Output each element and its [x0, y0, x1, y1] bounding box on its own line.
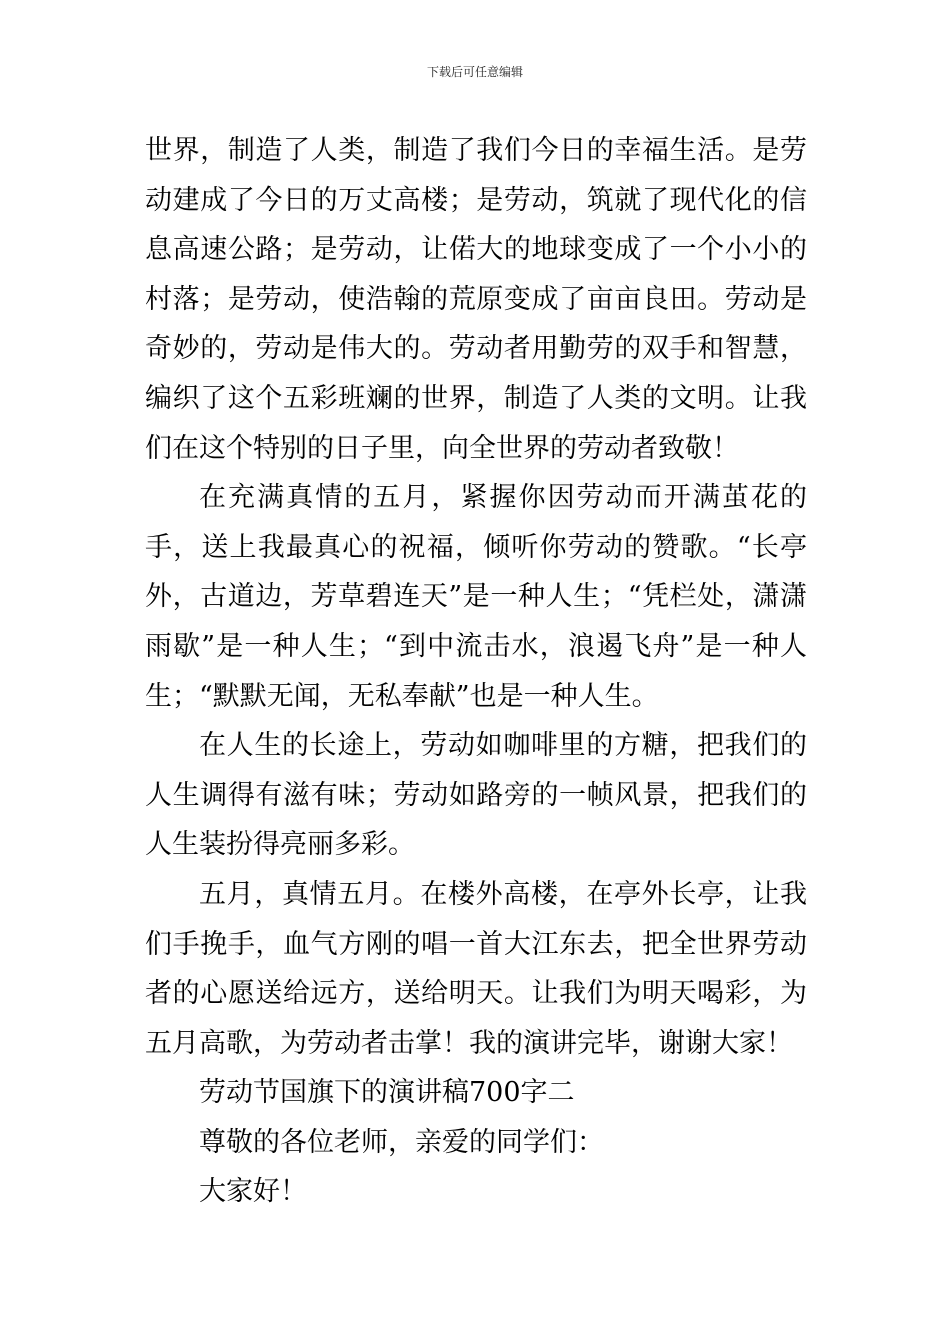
paragraph-continuation: 世界，制造了人类，制造了我们今日的幸福生活。是劳动建成了今日的万丈高楼；是劳动，筑就了现代化的信息高速公路；是劳动，让偌大的地球变成了一个小小的村落；是劳动，使浩翰的荒原变成了亩亩良田。劳动是奇妙的，劳动是伟大的。劳动者用勤劳的双手和智慧，编织了这个五彩班斓的世界，制造了人类的文明。让我们在这个特别的日子里，向全世界的劳动者致敬！ [145, 135, 807, 464]
section-title: 劳动节国旗下的演讲稿700字二 [199, 1077, 575, 1109]
page-header: 下载后可任意编辑 [426, 65, 523, 79]
paragraph: 五月，真情五月。在楼外高楼，在亭外长亭，让我们手挽手，血气方刚的唱一首大江东去，把全世界劳动者的心愿送给远方，送给明天。让我们为明天喝彩，为五月高歌，为劳动者击掌！我的演讲完毕，谢谢大家！ [145, 878, 807, 1059]
document-body [145, 126, 807, 1217]
paragraph: 在充满真情的五月，紧握你因劳动而开满茧花的手，送上我最真心的祝福，倾听你劳动的赞歌。“长亭外，古道边，芳草碧连天”是一种人生；“凭栏处，潇潇雨歇”是一种人生；“到中流击水，浪遏飞舟”是一种人生；“默默无闻，无私奉献”也是一种人生。 [145, 482, 807, 712]
greeting: 大家好！ [199, 1176, 307, 1208]
paragraph: 在人生的长途上，劳动如咖啡里的方糖，把我们的人生调得有滋有味；劳动如路旁的一帧风景，把我们的人生装扮得亮丽多彩。 [145, 730, 807, 861]
salutation: 尊敬的各位老师，亲爱的同学们： [199, 1126, 604, 1158]
